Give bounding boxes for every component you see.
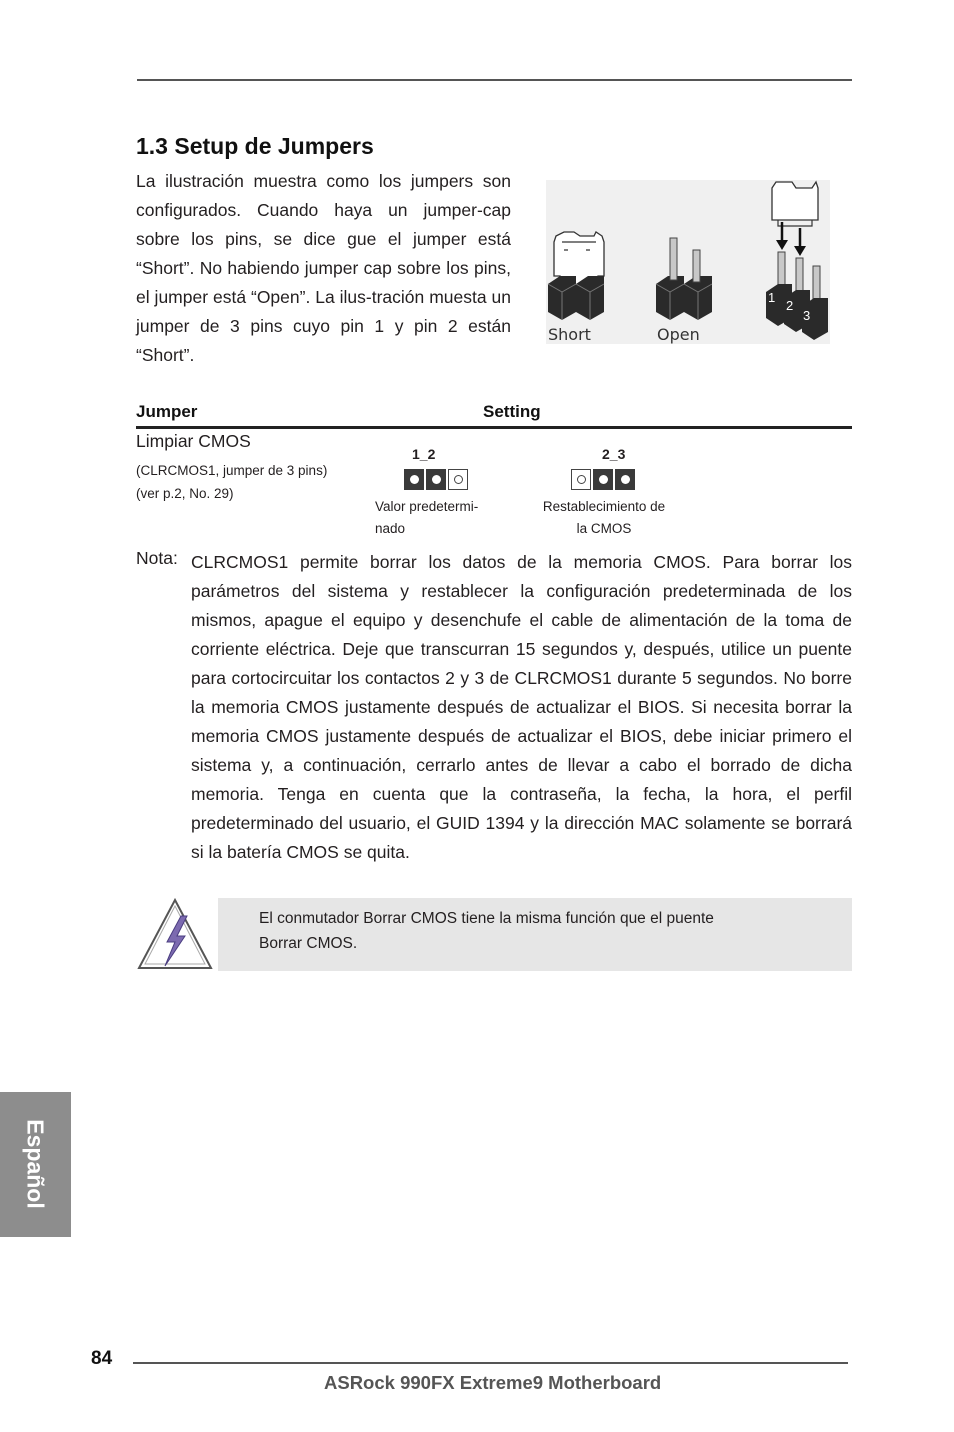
pin-open-icon [448, 469, 468, 490]
callout-line1: El conmutador Borrar CMOS tiene la misma función que el puente [259, 910, 714, 927]
pin-closed-icon [593, 469, 613, 490]
short-label: Short [548, 325, 591, 344]
setting-1-2-caption-line1: Valor predetermi- [375, 499, 479, 514]
jumper-name: Limpiar CMOS [136, 431, 251, 451]
callout-text [259, 906, 819, 956]
pin-closed-icon [615, 469, 635, 490]
pin-open-icon [571, 469, 591, 490]
section-title: 1.3 Setup de Jumpers [136, 133, 374, 159]
note-body: parámetros del sistema y restablecer la configuración predeterminada de los mismos, apague el equipo y desenchufe el cable de alimentación de la toma de corriente eléctrica. Deje que transcurran 15 segundos y, después, utilice un puente para cortocircuitar los contactos 2 y 3 de CLRCMOS1 durante 5 segundos. No borre la memoria CMOS justamente después de actualizar el BIOS. Si necesita borrar la memoria CMOS justamente después de actualizar el BIOS, debe iniciar primero el sistema y, a continuación, cerrarlo antes de llevar a cabo el borrado de dicha memoria. Tenga en cuenta que la contraseña, la fecha, la hora, el perfil predeterminado del usuario, el GUID 1394 y la dirección MAC solamente se borrará si la batería CMOS se quita. [191, 581, 852, 862]
jumper-description [136, 459, 327, 505]
pin-number-2: 2 [786, 298, 794, 313]
short-jumper-graphic [548, 232, 604, 320]
setting-1-2-label: 1_2 [412, 446, 436, 462]
jumper-description-line2: (ver p.2, No. 29) [136, 486, 234, 501]
setting-2-3-caption [537, 496, 671, 540]
intro-paragraph: La ilustración muestra como los jumpers son configurados. Cuando haya un jumper-cap sobre los pins, se dice gue el jumper está “Short”. No habiendo jumper cap sobre los pins, el jumper está “Open”. La ilus-tración muesta un jumper de 3 pins cuyo pin 1 y pin 2 están “Short”. [136, 171, 511, 365]
jumper-illustration [546, 180, 830, 344]
setting-2-3-caption-line1: Restablecimiento de [542, 499, 666, 514]
note-prefix: Nota: [136, 548, 178, 568]
three-pin-jumper-graphic [766, 182, 828, 340]
pin-closed-icon [426, 469, 446, 490]
callout-line2: Borrar CMOS. [259, 935, 358, 952]
header-rule [137, 79, 852, 81]
setting-1-2-caption [375, 496, 478, 540]
language-side-tab [0, 1092, 71, 1237]
footer-rule [133, 1362, 848, 1364]
pin-number-1: 1 [768, 290, 776, 305]
page-number: 84 [91, 1348, 113, 1369]
footer-product-name: ASRock 990FX Extreme9 Motherboard [324, 1372, 662, 1393]
jumper-description-line1: (CLRCMOS1, jumper de 3 pins) [136, 463, 328, 478]
table-header-jumper: Jumper [136, 402, 198, 421]
setting-1-2-caption-line2: nado [375, 521, 406, 536]
setting-2-3-label: 2_3 [602, 446, 626, 462]
pin-closed-icon [404, 469, 424, 490]
language-tab-label: Español [22, 1119, 49, 1209]
setting-1-2-pins [404, 469, 468, 490]
setting-2-3-pins [571, 469, 635, 490]
note-first-line: CLRCMOS1 permite borrar los datos de la memoria CMOS. Para borrar los [191, 552, 852, 572]
open-jumper-graphic [656, 238, 712, 320]
pin-number-3: 3 [803, 308, 811, 323]
open-label: Open [657, 325, 700, 344]
warning-lightning-icon [135, 896, 215, 972]
table-header-rule [136, 426, 852, 429]
setting-2-3-caption-line2: la CMOS [576, 521, 632, 536]
table-header-setting: Setting [483, 402, 541, 421]
